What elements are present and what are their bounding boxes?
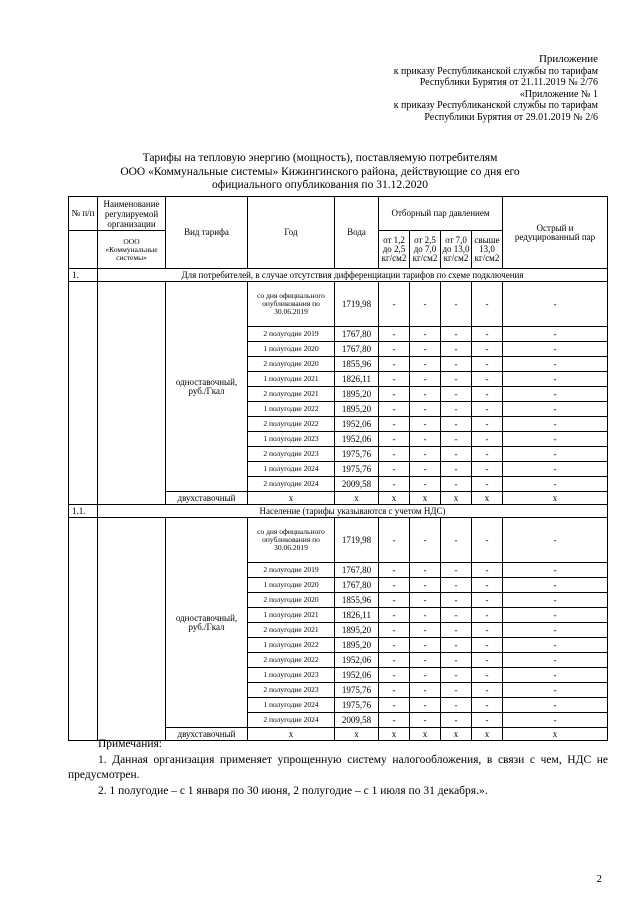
header-steam: Отборный пар давлением [379, 197, 503, 231]
steam-value: - [472, 683, 503, 698]
two-rate-value: x [379, 492, 410, 505]
water-value: 2009,58 [335, 477, 379, 492]
water-value: 1975,76 [335, 447, 379, 462]
period: 1 полугодие 2020 [248, 578, 335, 593]
water-value: 1952,06 [335, 432, 379, 447]
steam-value: - [503, 357, 608, 372]
steam-value: - [379, 608, 410, 623]
steam-value: - [472, 623, 503, 638]
steam-value: - [503, 593, 608, 608]
steam-value: - [379, 593, 410, 608]
two-rate-value: x [503, 492, 608, 505]
document-title [0, 152, 640, 193]
water-value: 1767,80 [335, 563, 379, 578]
period: 2 полугодие 2020 [248, 357, 335, 372]
title-line-2: ООО «Коммунальные системы» Кижингинского района, действующие со дня его [120, 165, 520, 178]
title-line-3: официального опубликования по 31.12.2020 [212, 179, 428, 191]
steam-value: - [503, 683, 608, 698]
steam-value: - [472, 447, 503, 462]
steam-value: - [472, 668, 503, 683]
page-number: 2 [596, 873, 602, 885]
title-line-1: Тарифы на тепловую энергию (мощность), поставляемую потребителям [142, 152, 498, 164]
appendix-line-5: к приказу Республиканской службы по тарифам [393, 100, 598, 111]
appendix-line-3: Республики Бурятия от 21.11.2019 № 2/76 [419, 77, 598, 88]
two-rate-value: x [472, 492, 503, 505]
steam-value: - [410, 638, 441, 653]
water-value: 1952,06 [335, 417, 379, 432]
steam-value: - [379, 683, 410, 698]
steam-value: - [472, 593, 503, 608]
header-water: Вода [335, 197, 379, 269]
water-value: 1895,20 [335, 387, 379, 402]
header-pressure-3: от 7,0 до 13,0 кг/см2 [441, 231, 472, 269]
steam-value: - [441, 402, 472, 417]
steam-value: - [472, 638, 503, 653]
steam-value: - [472, 698, 503, 713]
steam-value: - [441, 653, 472, 668]
steam-value: - [379, 432, 410, 447]
steam-value: - [441, 327, 472, 342]
steam-value: - [410, 653, 441, 668]
steam-value: - [503, 447, 608, 462]
steam-value: - [503, 698, 608, 713]
steam-value: - [441, 578, 472, 593]
appendix-line-2: к приказу Республиканской службы по тарифам [393, 65, 598, 77]
steam-value: - [379, 713, 410, 728]
water-value: 1719,98 [335, 282, 379, 327]
two-rate-value: x [441, 728, 472, 741]
period: со дня официального опубликования по 30.06.2019 [248, 282, 335, 327]
steam-value: - [379, 387, 410, 402]
steam-value: - [379, 372, 410, 387]
empty-num-cell [69, 282, 98, 505]
period: 2 полугодие 2022 [248, 417, 335, 432]
steam-value: - [410, 372, 441, 387]
two-rate-value: x [335, 492, 379, 505]
period: 2 полугодие 2024 [248, 477, 335, 492]
steam-value: - [379, 578, 410, 593]
steam-value: - [441, 342, 472, 357]
header-num: № п/п [69, 197, 98, 231]
steam-value: - [410, 447, 441, 462]
period: 2 полугодие 2021 [248, 623, 335, 638]
steam-value: - [410, 357, 441, 372]
steam-value: - [441, 713, 472, 728]
steam-value: - [410, 402, 441, 417]
two-rate-label: двухставочный [166, 728, 248, 741]
period: со дня официального опубликования по 30.06.2019 [248, 518, 335, 563]
steam-value: - [379, 342, 410, 357]
steam-value: - [410, 563, 441, 578]
two-rate-label: двухставочный [166, 492, 248, 505]
steam-value: - [379, 357, 410, 372]
steam-value: - [472, 402, 503, 417]
steam-value: - [441, 608, 472, 623]
steam-value: - [441, 683, 472, 698]
steam-value: - [503, 342, 608, 357]
steam-value: - [410, 387, 441, 402]
steam-value: - [503, 477, 608, 492]
steam-value: - [441, 387, 472, 402]
water-value: 1975,76 [335, 698, 379, 713]
steam-value: - [472, 342, 503, 357]
steam-value: - [379, 638, 410, 653]
steam-value: - [503, 372, 608, 387]
period: 2 полугодие 2019 [248, 563, 335, 578]
steam-value: - [410, 282, 441, 327]
steam-value: - [472, 713, 503, 728]
period: 1 полугодие 2023 [248, 668, 335, 683]
steam-value: - [472, 477, 503, 492]
note-1: 1. Данная организация применяет упрощенную систему налогообложения, в связи с чем, НДС не предусмотрен. [68, 753, 608, 781]
section-header-row [69, 269, 608, 282]
water-value: 2009,58 [335, 713, 379, 728]
steam-value: - [410, 432, 441, 447]
steam-value: - [472, 578, 503, 593]
two-rate-value: x [472, 728, 503, 741]
two-rate-value: x [410, 728, 441, 741]
water-value: 1767,80 [335, 342, 379, 357]
two-rate-value: x [379, 728, 410, 741]
steam-value: - [472, 387, 503, 402]
section-number: 1.1. [69, 505, 98, 518]
steam-value: - [410, 683, 441, 698]
section-number: 1. [69, 269, 98, 282]
water-value: 1975,76 [335, 683, 379, 698]
two-rate-value: x [335, 728, 379, 741]
two-rate-value: x [441, 492, 472, 505]
steam-value: - [441, 372, 472, 387]
steam-value: - [503, 623, 608, 638]
steam-value: - [410, 417, 441, 432]
water-value: 1855,96 [335, 593, 379, 608]
steam-value: - [472, 327, 503, 342]
steam-value: - [410, 462, 441, 477]
steam-value: - [472, 357, 503, 372]
steam-value: - [472, 372, 503, 387]
steam-value: - [441, 282, 472, 327]
steam-value: - [503, 578, 608, 593]
period: 1 полугодие 2022 [248, 638, 335, 653]
steam-value: - [410, 327, 441, 342]
section-header-row [69, 505, 608, 518]
header-tariff: Вид тарифа [166, 197, 248, 269]
section-title: Для потребителей, в случае отсутствия дифференциации тарифов по схеме подключения [98, 269, 608, 282]
period: 1 полугодие 2023 [248, 432, 335, 447]
steam-value: - [441, 698, 472, 713]
steam-value: - [503, 608, 608, 623]
steam-value: - [441, 432, 472, 447]
period: 1 полугодие 2021 [248, 372, 335, 387]
table-row [69, 282, 608, 327]
steam-value: - [472, 653, 503, 668]
water-value: 1895,20 [335, 402, 379, 417]
steam-value: - [410, 593, 441, 608]
steam-value: - [441, 638, 472, 653]
period: 2 полугодие 2023 [248, 683, 335, 698]
steam-value: - [503, 713, 608, 728]
tariff-type: одноставочный, руб./Гкал [166, 282, 248, 492]
period: 1 полугодие 2024 [248, 462, 335, 477]
header-pressure-2: от 2,5 до 7,0 кг/см2 [410, 231, 441, 269]
header-pressure-4: свыше 13,0 кг/см2 [472, 231, 503, 269]
steam-value: - [410, 518, 441, 563]
steam-value: - [472, 563, 503, 578]
appendix-line-6: Республики Бурятия от 29.01.2019 № 2/6 [424, 111, 598, 123]
section-title: Население (тарифы указываются с учетом НДС) [98, 505, 608, 518]
water-value: 1975,76 [335, 462, 379, 477]
steam-value: - [410, 608, 441, 623]
note-2: 2. 1 полугодие – с 1 января по 30 июня, 2 полугодие – с 1 июля по 31 декабря.». [98, 784, 488, 797]
steam-value: - [379, 282, 410, 327]
steam-value: - [472, 518, 503, 563]
steam-value: - [410, 342, 441, 357]
steam-value: - [441, 447, 472, 462]
empty-num-cell [69, 518, 98, 741]
steam-value: - [472, 608, 503, 623]
org-name-cell: ООО «Коммунальные системы» [98, 231, 166, 269]
water-value: 1895,20 [335, 623, 379, 638]
two-rate-value: x [248, 492, 335, 505]
water-value: 1895,20 [335, 638, 379, 653]
steam-value: - [441, 623, 472, 638]
empty-org-cell [98, 518, 166, 741]
period: 1 полугодие 2020 [248, 342, 335, 357]
steam-value: - [379, 623, 410, 638]
notes [68, 737, 608, 799]
steam-value: - [441, 357, 472, 372]
steam-value: - [441, 462, 472, 477]
steam-value: - [503, 653, 608, 668]
two-rate-value: x [410, 492, 441, 505]
period: 1 полугодие 2021 [248, 608, 335, 623]
steam-value: - [410, 623, 441, 638]
water-value: 1767,80 [335, 327, 379, 342]
water-value: 1826,11 [335, 372, 379, 387]
steam-value: - [503, 668, 608, 683]
steam-value: - [503, 638, 608, 653]
period: 2 полугодие 2024 [248, 713, 335, 728]
period: 1 полугодие 2024 [248, 698, 335, 713]
steam-value: - [472, 417, 503, 432]
steam-value: - [472, 432, 503, 447]
two-rate-value: x [248, 728, 335, 741]
appendix-line-1: Приложение [538, 53, 598, 65]
steam-value: - [379, 327, 410, 342]
steam-value: - [503, 282, 608, 327]
steam-value: - [379, 447, 410, 462]
steam-value: - [503, 432, 608, 447]
steam-value: - [503, 327, 608, 342]
steam-value: - [441, 518, 472, 563]
water-value: 1826,11 [335, 608, 379, 623]
steam-value: - [441, 563, 472, 578]
steam-value: - [410, 578, 441, 593]
water-value: 1952,06 [335, 668, 379, 683]
header-sharp-steam: Острый и редуцированный пар [503, 197, 608, 269]
water-value: 1952,06 [335, 653, 379, 668]
period: 2 полугодие 2019 [248, 327, 335, 342]
header-org: Наименование регулируемой организации [98, 197, 166, 231]
steam-value: - [410, 698, 441, 713]
steam-value: - [472, 282, 503, 327]
steam-value: - [410, 477, 441, 492]
period: 2 полугодие 2021 [248, 387, 335, 402]
steam-value: - [441, 417, 472, 432]
steam-value: - [379, 698, 410, 713]
steam-value: - [441, 668, 472, 683]
steam-value: - [503, 417, 608, 432]
steam-value: - [503, 387, 608, 402]
header-year: Год [248, 197, 335, 269]
notes-title: Примечания: [98, 738, 162, 750]
period: 2 полугодие 2023 [248, 447, 335, 462]
header-pressure-1: от 1,2 до 2,5 кг/см2 [379, 231, 410, 269]
steam-value: - [379, 462, 410, 477]
water-value: 1855,96 [335, 357, 379, 372]
steam-value: - [379, 402, 410, 417]
table-row [69, 518, 608, 563]
period: 1 полугодие 2022 [248, 402, 335, 417]
appendix-line-4: «Приложение № 1 [519, 88, 598, 100]
tariff-table [68, 196, 608, 741]
steam-value: - [441, 593, 472, 608]
steam-value: - [410, 668, 441, 683]
water-value: 1719,98 [335, 518, 379, 563]
steam-value: - [379, 653, 410, 668]
appendix-header [394, 54, 598, 123]
tariff-type: одноставочный, руб./Гкал [166, 518, 248, 728]
steam-value: - [472, 462, 503, 477]
steam-value: - [379, 417, 410, 432]
two-rate-value: x [503, 728, 608, 741]
steam-value: - [379, 518, 410, 563]
steam-value: - [379, 477, 410, 492]
steam-value: - [379, 668, 410, 683]
steam-value: - [503, 518, 608, 563]
steam-value: - [503, 462, 608, 477]
steam-value: - [379, 563, 410, 578]
steam-value: - [503, 563, 608, 578]
steam-value: - [503, 402, 608, 417]
water-value: 1767,80 [335, 578, 379, 593]
period: 2 полугодие 2022 [248, 653, 335, 668]
steam-value: - [441, 477, 472, 492]
empty-org-cell [98, 282, 166, 505]
period: 2 полугодие 2020 [248, 593, 335, 608]
steam-value: - [410, 713, 441, 728]
